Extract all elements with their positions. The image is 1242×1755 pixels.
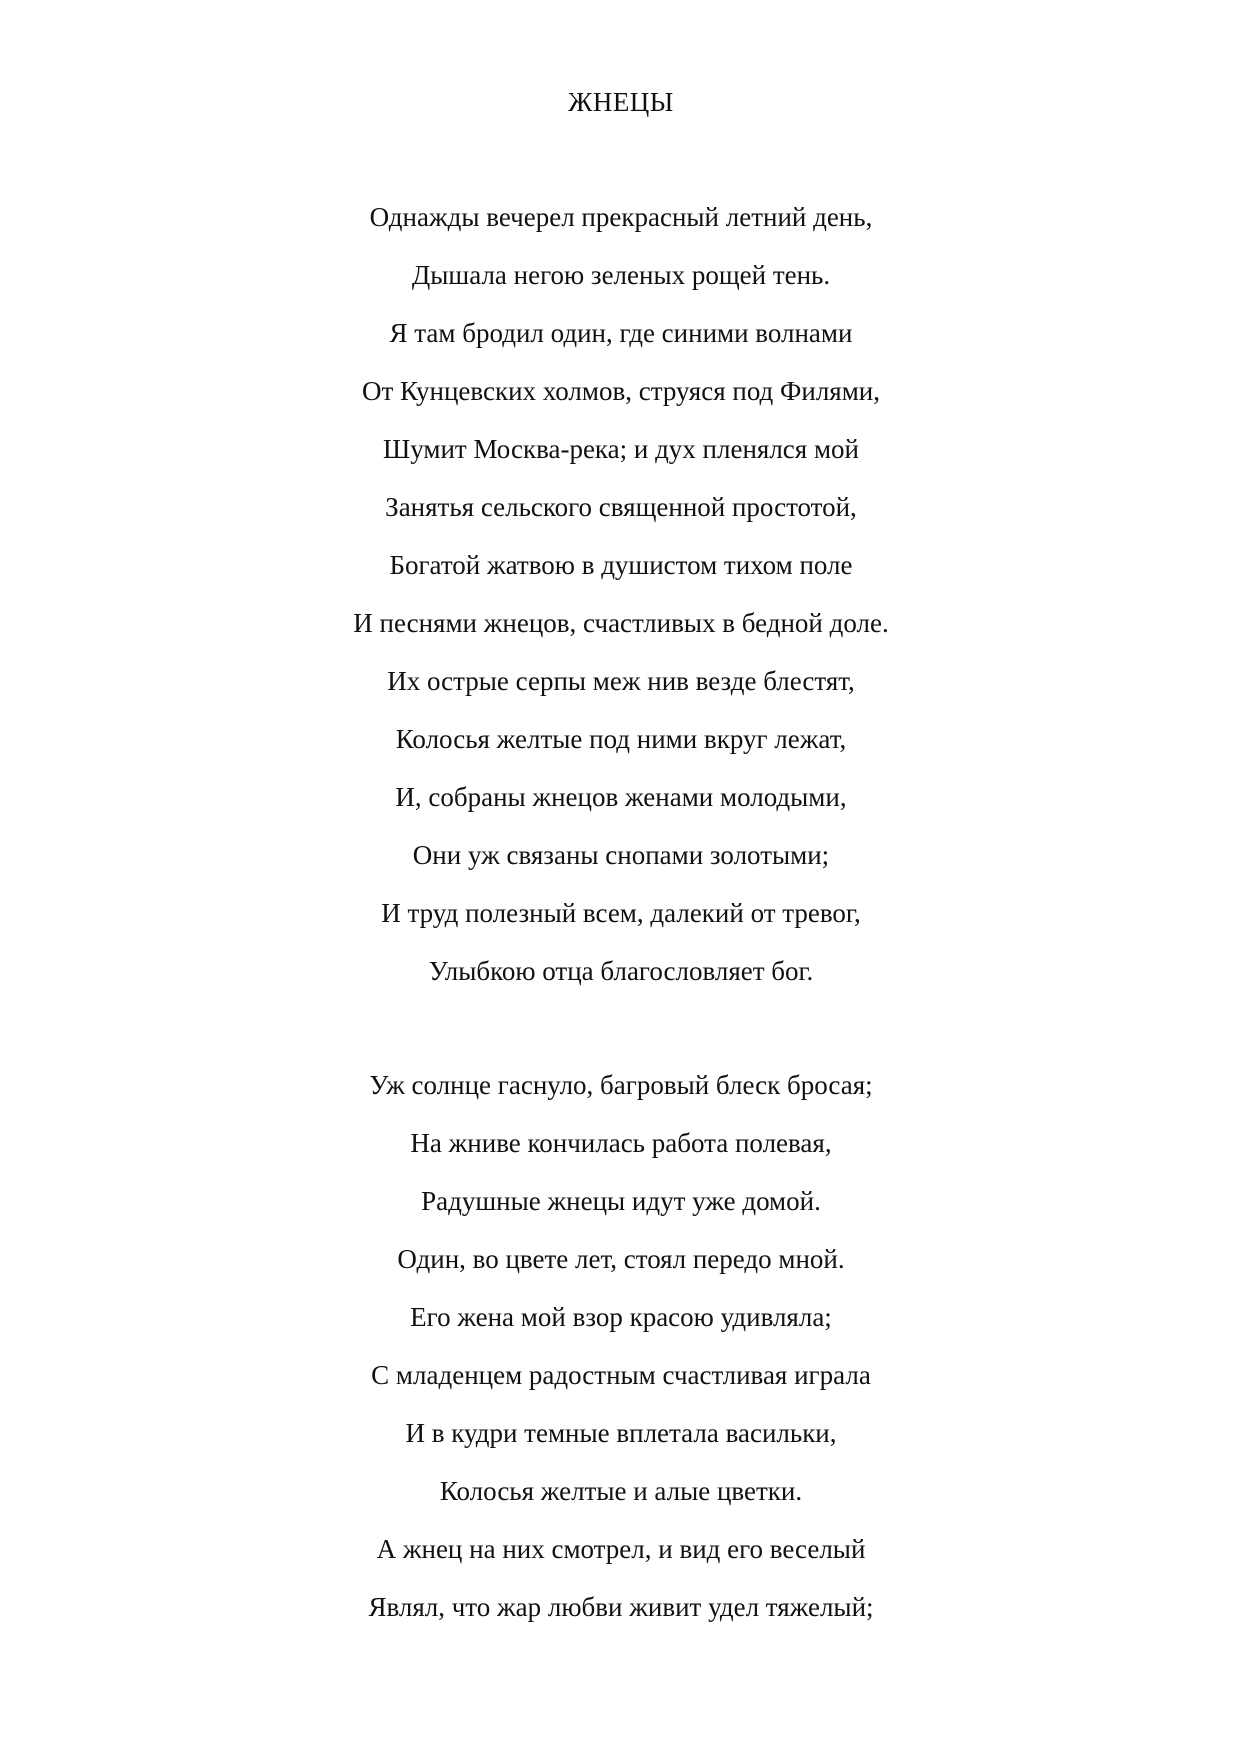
- verse-line: Колосья желтые под ними вкруг лежат,: [395, 724, 847, 754]
- verse-line: Улыбкою отца благословляет бог.: [428, 956, 814, 986]
- verse-line: Дышала негою зеленых рощей тень.: [411, 260, 831, 290]
- verse-line: Они уж связаны снопами золотыми;: [412, 840, 830, 870]
- verse-line: Шумит Москва-река; и дух пленялся мой: [383, 434, 859, 464]
- stanza-1: [0, 199, 1242, 1011]
- verse-line: Радушные жнецы идут уже домой.: [421, 1186, 821, 1216]
- verse-line: Я там бродил один, где синими волнами: [389, 318, 853, 348]
- verse-line: На жниве кончилась работа полевая,: [410, 1128, 832, 1158]
- poem-title: ЖНЕЦЫ: [568, 87, 674, 117]
- verse-line: От Кунцевских холмов, струяся под Филями,: [362, 376, 880, 406]
- verse-line: Являл, что жар любви живит удел тяжелый;: [368, 1592, 874, 1622]
- verse-line: Занятья сельского священной простотой,: [385, 492, 857, 522]
- verse-line: С младенцем радостным счастливая играла: [371, 1360, 871, 1390]
- verse-line: Богатой жатвою в душистом тихом поле: [389, 550, 853, 580]
- verse-line: Уж солнце гаснуло, багровый блеск бросая;: [369, 1070, 873, 1100]
- verse-line: И в кудри темные вплетала васильки,: [405, 1418, 837, 1448]
- verse-line: Один, во цвете лет, стоял передо мной.: [397, 1244, 845, 1274]
- verse-line: Их острые серпы меж нив везде блестят,: [387, 666, 855, 696]
- verse-line: Его жена мой взор красою удивляла;: [410, 1302, 832, 1332]
- stanza-2: [0, 1067, 1242, 1647]
- verse-line: И труд полезный всем, далекий от тревог,: [381, 898, 861, 928]
- verse-line: И, собраны жнецов женами молодыми,: [395, 782, 847, 812]
- verse-line: Колосья желтые и алые цветки.: [439, 1476, 803, 1506]
- verse-line: Однажды вечерел прекрасный летний день,: [369, 202, 873, 232]
- verse-line: А жнец на них смотрел, и вид его веселый: [376, 1534, 866, 1564]
- verse-line: И песнями жнецов, счастливых в бедной доле.: [353, 608, 889, 638]
